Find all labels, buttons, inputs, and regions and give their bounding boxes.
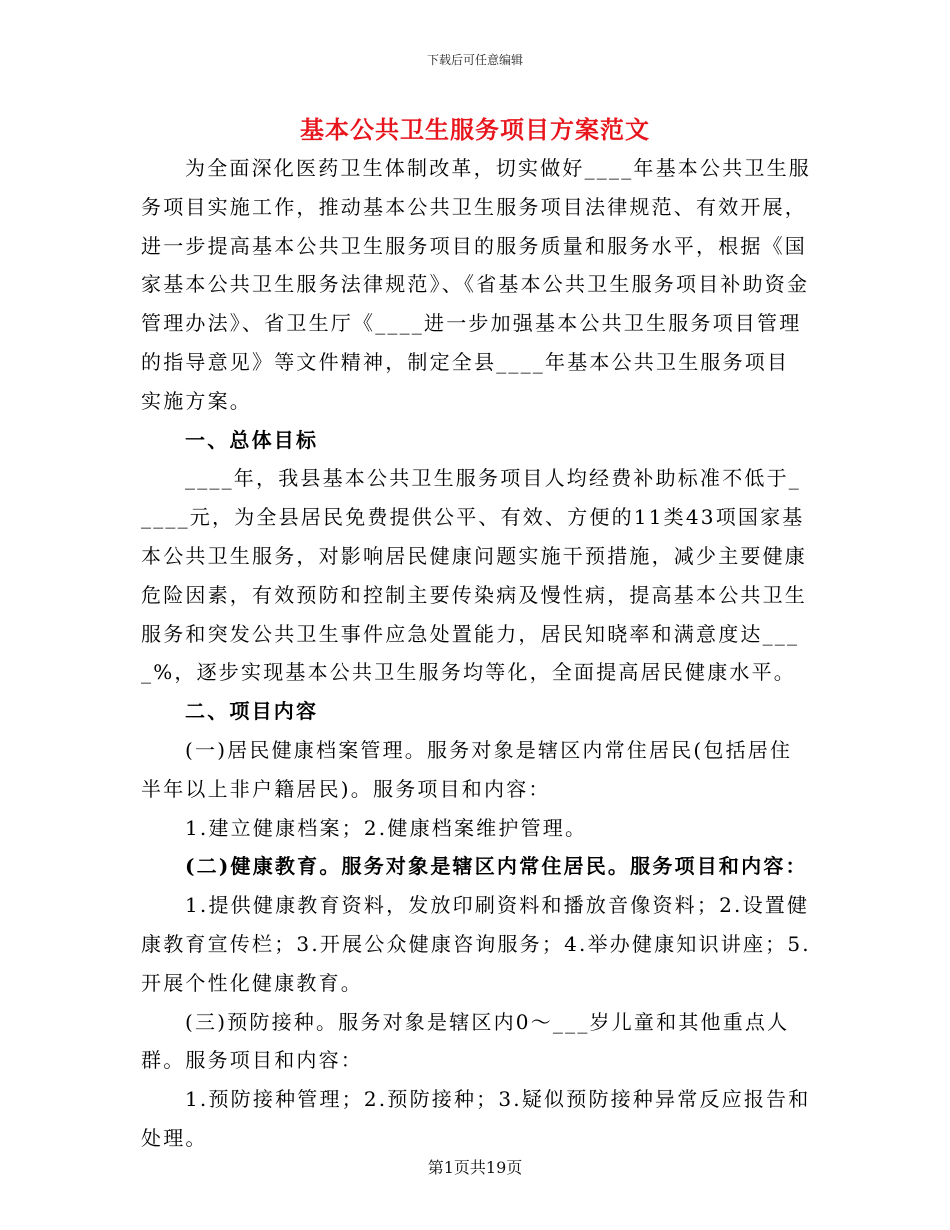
health-education-items: 1.提供健康教育资料，发放印刷资料和播放音像资料；2.设置健康教育宣传栏；3.开展公众健康咨询服务；4.举办健康知识讲座；5.开展个性化健康教育。 bbox=[141, 893, 811, 995]
health-education-heading: (二)健康教育。服务对象是辖区内常住居民。服务项目和内容： bbox=[185, 854, 808, 879]
health-records-paragraph: (一)居民健康档案管理。服务对象是辖区内常住居民(包括居住半年以上非户籍居民)。服务项目和内容： bbox=[141, 737, 793, 801]
page-number: 第1页共19页 bbox=[427, 1158, 523, 1177]
document-body bbox=[141, 149, 811, 1158]
vaccination-paragraph: (三)预防接种。服务对象是辖区内0～___岁儿童和其他重点人群。服务项目和内容： bbox=[141, 1009, 790, 1073]
document-title: 基本公共卫生服务项目方案范文 bbox=[300, 115, 650, 144]
health-records-items: 1.建立健康档案；2.健康档案维护管理。 bbox=[185, 815, 588, 840]
intro-paragraph: 为全面深化医药卫生体制改革，切实做好____年基本公共卫生服务项目实施工作，推动基本公共卫生服务项目法律规范、有效开展，进一步提高基本公共卫生服务项目的服务质量和服务水平，根据《国家基本公共卫生服务法律规范》、《省基本公共卫生服务项目补助资金管理办法》、省卫生厅《____进一步加强基本公共卫生服务项目管理的指导意见》等文件精神，制定全县____年基本公共卫生服务项目实施方案。 bbox=[141, 156, 811, 413]
section-heading-project-content: 二、项目内容 bbox=[185, 699, 319, 724]
section-heading-overall-goal: 一、总体目标 bbox=[185, 427, 319, 452]
vaccination-items: 1.预防接种管理；2.预防接种；3.疑似预防接种异常反应报告和处理。 bbox=[141, 1087, 811, 1150]
page-header-note: 下载后可任意编辑 bbox=[426, 53, 523, 67]
overall-goal-paragraph: ____年，我县基本公共卫生服务项目人均经费补助标准不低于_____元，为全县居民免费提供公平、有效、方便的11类43项国家基本公共卫生服务，对影响居民健康问题实施干预措施，减少主要健康危险因素，有效预防和控制主要传染病及慢性病，提高基本公共卫生服务和突发公共卫生事件应急处置能力，居民知晓率和满意度达____%，逐步实现基本公共卫生服务均等化，全面提高居民健康水平。 bbox=[141, 466, 807, 685]
